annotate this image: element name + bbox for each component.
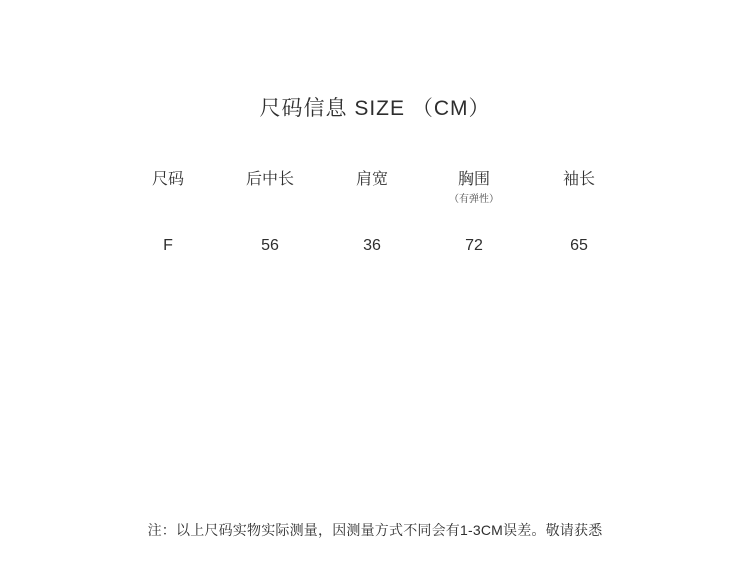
table-header-shoulder <box>322 160 422 222</box>
size-information-table <box>118 160 632 270</box>
table-header-sleeve-label: 袖长 <box>562 171 595 188</box>
table-header-shoulder-label: 肩宽 <box>355 171 388 188</box>
table-header-row <box>118 160 632 222</box>
table-header-size <box>118 160 218 222</box>
table-row <box>118 222 632 270</box>
table-header-back-length-label: 后中长 <box>245 171 294 188</box>
table-header-size-label: 尺码 <box>151 171 184 188</box>
cell-back-length: 56 <box>261 237 279 254</box>
cell-shoulder: 36 <box>363 237 381 254</box>
table-header-bust-note: （有弹性） <box>449 194 499 205</box>
measurement-note: 注：以上尺码实物实际测量，因测量方式不同会有1-3CM误差。敬请获悉 <box>147 522 603 538</box>
table-header-sleeve <box>526 160 632 222</box>
cell-size: F <box>163 237 173 254</box>
cell-sleeve: 65 <box>570 237 588 254</box>
page-title: 尺码信息 SIZE （CM） <box>259 97 491 120</box>
table-header-bust-label: 胸围 <box>457 171 490 188</box>
cell-bust: 72 <box>465 237 483 254</box>
table-header-bust <box>422 160 526 222</box>
table-header-back-length <box>218 160 322 222</box>
